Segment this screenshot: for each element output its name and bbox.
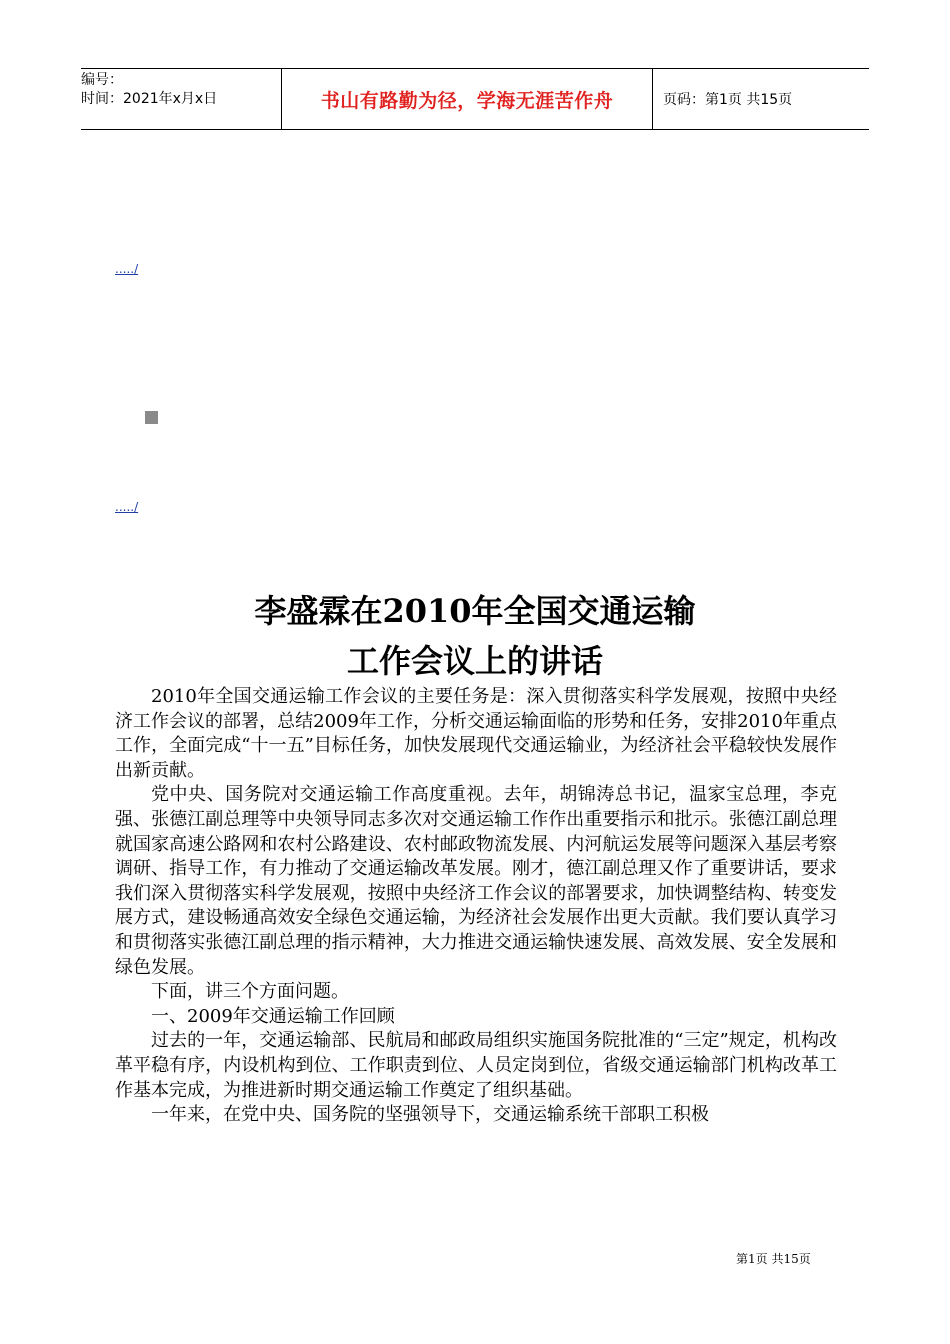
number-label: 编号： xyxy=(81,72,123,88)
page-header xyxy=(81,68,869,130)
document-title-line2: 工作会议上的讲话 xyxy=(346,642,603,680)
paragraph: 下面，讲三个方面问题。 xyxy=(151,981,349,1003)
paragraph: 党中央、国务院对交通运输工作高度重视。去年，胡锦涛总书记，温家宝总理，李克强、张德江副总理等中央领导同志多次对交通运输工作作出重要指示和批示。张德江副总理就国家高速公路网和农村公路建设、农村邮政物流发展、内河航运发展等问题深入基层考察调研、指导工作，有力推动了交通运输改革发展。刚才，德江副总理又作了重要讲话，要求我们深入贯彻落实科学发展观，按照中央经济工作会议的部署要求，加快调整结构、转变发展方式，建设畅通高效安全绿色交通运输，为经济社会发展作出更大贡献。我们要认真学习和贯彻落实张德江副总理的指示精神，大力推进交通运输快速发展、高效发展、安全发展和绿色发展。 xyxy=(115,784,837,978)
document-title-line1: 李盛霖在2010年全国交通运输 xyxy=(254,592,696,630)
placeholder-square-icon xyxy=(145,411,158,424)
paragraph: 2010年全国交通运输工作会议的主要任务是：深入贯彻落实科学发展观，按照中央经济工作会议的部署，总结2009年工作，分析交通运输面临的形势和任务，安排2010年重点工作，全面完成“十一五”目标任务，加快发展现代交通运输业，为经济社会平稳较快发展作出新贡献。 xyxy=(115,686,837,781)
dots-link-1[interactable]: ...../ xyxy=(115,262,139,276)
header-meta xyxy=(81,69,281,129)
page-footer: 第1页 共15页 xyxy=(736,1252,811,1266)
dots-link-2[interactable]: ...../ xyxy=(115,500,139,514)
time-label: 时间：2021年x月x日 xyxy=(81,91,218,107)
paragraph: 过去的一年，交通运输部、民航局和邮政局组织实施国务院批准的“三定”规定，机构改革平稳有序，内设机构到位、工作职责到位、人员定岗到位，省级交通运输部门机构改革工作基本完成，为推进新时期交通运输工作奠定了组织基础。 xyxy=(115,1030,837,1101)
document-body xyxy=(115,685,837,1128)
header-motto: 书山有路勤为径，学海无涯苦作舟 xyxy=(281,69,653,129)
section-heading: 一、2009年交通运输工作回顾 xyxy=(151,1005,395,1027)
paragraph: 一年来，在党中央、国务院的坚强领导下，交通运输系统干部职工积极 xyxy=(151,1104,709,1126)
header-page-info: 页码：第1页 共15页 xyxy=(663,92,793,108)
